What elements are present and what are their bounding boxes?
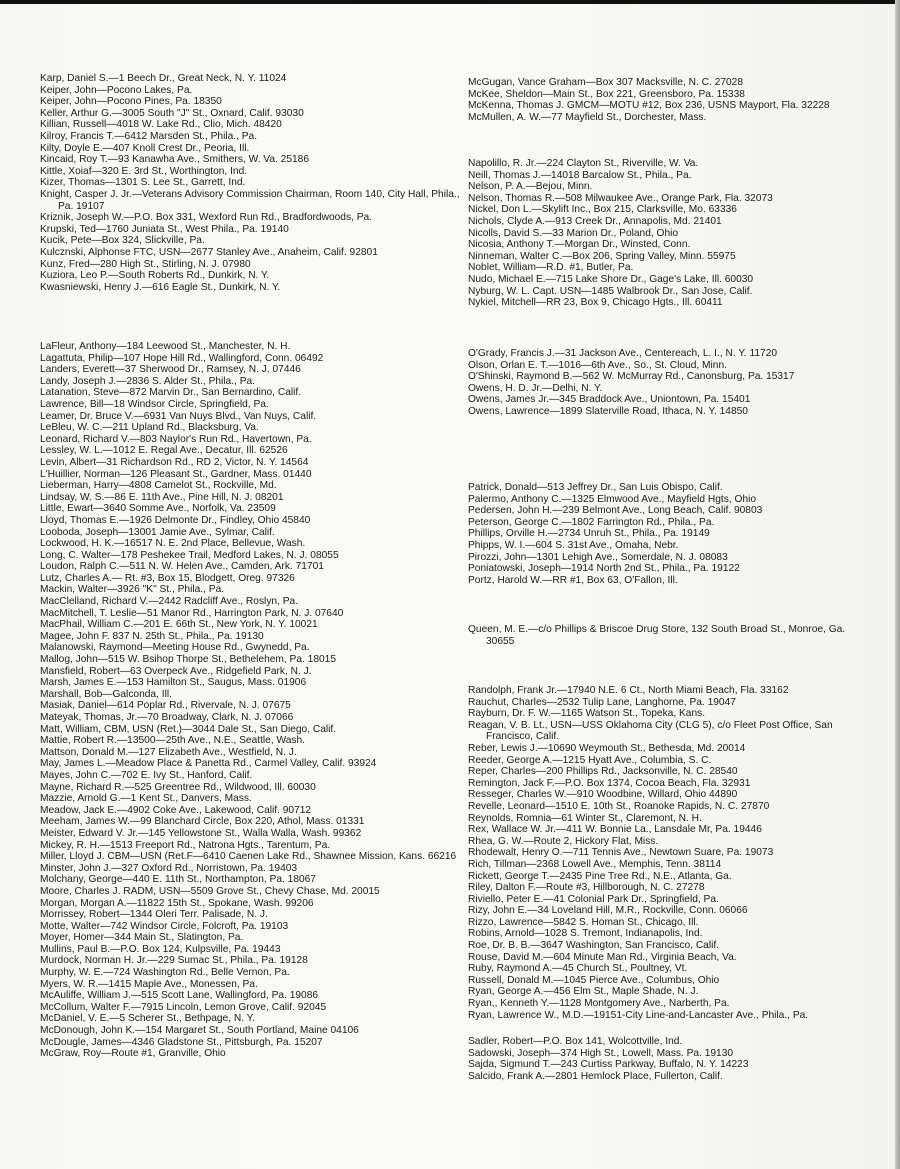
directory-entry: Levin, Albert—31 Richardson Rd., RD 2, Victor, N. Y. 14564	[40, 456, 309, 468]
directory-entry: Murphy, W. E.—724 Washington Rd., Belle Vernon, Pa.	[40, 967, 290, 979]
directory-entry: McKee, Sheldon—Main St., Box 221, Greensboro, Pa. 15338	[468, 88, 745, 100]
directory-entry: Peterson, George C.—1802 Farrington Rd., Phila., Pa.	[468, 516, 715, 528]
directory-entry: Myers, W. R.—1415 Maple Ave., Monessen, Pa.	[40, 978, 258, 990]
directory-entry: Moore, Charles J. RADM, USN—5509 Grove St., Chevy Chase, Md. 20015	[40, 885, 380, 897]
directory-entry: Ryan, Lawrence W., M.D.—19151-City Line-and-Lancaster Ave., Phila., Pa.	[468, 1009, 809, 1021]
directory-entry: Mazzie, Arnold G.—1 Kent St., Danvers, Mass.	[40, 793, 252, 805]
directory-entry: Kuziora, Leo P.—South Roberts Rd., Dunkirk, N. Y.	[40, 270, 270, 282]
directory-entry: Roe, Dr. B. B.—3647 Washington, San Francisco, Calif.	[468, 940, 720, 952]
directory-entry: Mayes, John C.—702 E. Ivy St., Hanford, Calif.	[40, 769, 253, 781]
directory-entry: Landy, Joseph J.—2836 S. Alder St., Phila., Pa.	[40, 375, 256, 387]
directory-entry: Noblet, William—R.D. #1, Butler, Pa.	[468, 262, 634, 274]
directory-block-r	[468, 685, 868, 1021]
directory-entry: Sadowski, Joseph—374 High St., Lowell, Mass. Pa. 19130	[468, 1047, 734, 1059]
directory-entry: Napolillo, R. Jr.—224 Clayton St., Riverville, W. Va.	[468, 158, 699, 169]
directory-entry: Rauchut, Charles—2532 Tulip Lane, Langhorne, Pa. 19047	[468, 696, 736, 708]
directory-block-mc	[468, 77, 868, 123]
directory-entry: Ruby, Raymond A.—45 Church St., Poultney, Vt.	[468, 963, 688, 975]
directory-entry: Resseger, Charles W.—910 Woodbine, Willard, Ohio 44890	[468, 789, 738, 801]
directory-entry: Nelson, Thomas R.—508 Milwaukee Ave., Orange Park, Fla. 32073	[468, 192, 773, 204]
directory-entry: Keiper, John—Pocono Pines, Pa. 18350	[40, 96, 222, 108]
directory-block-s	[468, 1036, 868, 1082]
directory-entry: L'Huillier, Norman—126 Pleasant St., Gardner, Mass. 01440	[40, 468, 312, 480]
directory-entry: McDougle, James—4346 Gladstone St., Pittsburgh, Pa. 15207	[40, 1036, 323, 1048]
directory-entry: Marshall, Bob—Galconda, Ill.	[40, 688, 172, 700]
directory-entry: Queen, M. E.—c/o Phillips & Briscoe Drug Store, 132 South Broad St., Monroe, Ga. 30655	[468, 624, 846, 647]
directory-entry: LaFleur, Anthony—184 Leewood St., Manchester, N. H.	[40, 341, 291, 352]
directory-entry: MacPhail, William C.—201 E. 66th St., New York, N. Y. 10021	[40, 619, 318, 631]
directory-entry: Lagattuta, Philip—107 Hope Hill Rd., Wallingford, Conn. 06492	[40, 352, 324, 364]
directory-entry: Mallog, John—515 W. Bsihop Thorpe St., Bethelehem, Pa. 18015	[40, 654, 336, 666]
directory-entry: Meeham, James W.—99 Blanchard Circle, Box 220, Athol, Mass. 01331	[40, 816, 365, 828]
directory-entry: Reber, Lewis J.—10690 Weymouth St., Bethesda, Md. 20014	[468, 742, 746, 754]
directory-entry: Nelson, P. A.—Bejou, Minn.	[468, 181, 593, 193]
directory-entry: Reagan, V. B. Lt., USN—USS Oklahoma City (CLG 5), c/o Fleet Post Office, San Francisco, Calif.	[468, 719, 833, 743]
directory-entry: Nyburg, W. L. Capt. USN—1485 Walbrook Dr., San Jose, Calif.	[468, 285, 753, 297]
directory-entry: Rizy, John E.—34 Loveland Hill, M.R., Rockville, Conn. 06066	[468, 905, 748, 917]
directory-entry: Mattson, Donald M.—127 Elizabeth Ave., Westfield, N. J.	[40, 746, 297, 758]
directory-entry: Kittle, Xoiaf—320 E. 3rd St., Worthington, Ind.	[40, 165, 248, 177]
directory-entry: Kwasniewski, Henry J.—616 Eagle St., Dunkirk, N. Y.	[40, 281, 281, 293]
directory-block-k	[40, 73, 460, 293]
page-binding-edge	[895, 0, 900, 1169]
directory-entry: Patrick, Donald—513 Jeffrey Dr., San Luis Obispo, Calif.	[468, 482, 723, 493]
directory-entry: Loudon, Ralph C.—511 N. W. Helen Ave., Camden, Ark. 71701	[40, 561, 324, 573]
directory-entry: Mackin, Walter—3926 "K" St., Phila., Pa.	[40, 584, 225, 596]
directory-block-l-m	[40, 341, 460, 1060]
directory-entry: McAuliffe, William J.—515 Scott Lane, Wallingford, Pa. 19086	[40, 990, 319, 1002]
directory-entry: Nykiel, Mitchell—RR 23, Box 9, Chicago Hgts., Ill. 60411	[468, 297, 723, 309]
directory-entry: Looboda, Joseph—13001 Jamie Ave., Sylmar, Calif.	[40, 526, 275, 538]
directory-entry: Leamer, Dr. Bruce V.—6931 Van Nuys Blvd., Van Nuys, Calif.	[40, 410, 317, 422]
directory-entry: Mayne, Richard R.—525 Greentree Rd., Wildwood, Ill. 60030	[40, 781, 316, 793]
directory-entry: Kizer, Thomas—1301 S. Lee St., Garrett, Ind.	[40, 177, 246, 189]
directory-entry: Mullins, Paul B.—P.O. Box 124, Kulpsville, Pa. 19443	[40, 943, 281, 955]
directory-entry: Pirozzi, John—1301 Lehigh Ave., Somerdale, N. J. 08083	[468, 551, 728, 563]
directory-entry: Morrissey, Robert—1344 Oleri Terr. Palisade, N. J.	[40, 909, 268, 921]
directory-entry: Lockwood, H. K.—16517 N. E. 2nd Place, Bellevue, Wash.	[40, 538, 306, 550]
directory-entry: Knight, Casper J. Jr.—Veterans Advisory Commission Chairman, Room 140, City Hall, Phila., Pa. 19107	[40, 188, 460, 212]
directory-entry: Kincaid, Roy T.—93 Kanawha Ave., Smithers, W. Va. 25186	[40, 154, 309, 166]
directory-entry: McDaniel, V. E.—5 Scherer St., Bethpage, N. Y.	[40, 1013, 255, 1025]
directory-entry: Sadler, Robert—P.O. Box 141, Wolcottville, Ind.	[468, 1036, 683, 1047]
directory-entry: Phipps, W. I.—604 S. 31st Ave., Omaha, Nebr.	[468, 539, 679, 551]
directory-entry: Rouse, David M.—604 Minute Man Rd., Virginia Beach, Va.	[468, 951, 737, 963]
directory-entry: Mansfield, Robert—63 Overpeck Ave., Ridgefield Park, N. J.	[40, 665, 312, 677]
directory-block-n	[468, 158, 868, 309]
directory-entry: Phillips, Orville H.—2734 Unruh St., Phila., Pa. 19149	[468, 528, 710, 540]
directory-entry: Ryan,, Kenneth Y.—1128 Montgomery Ave., Narberth, Pa.	[468, 998, 730, 1010]
directory-entry: Matt, William, CBM, USN (Ret.)—3044 Dale St., San Diego, Calif.	[40, 723, 337, 735]
directory-block-q	[468, 624, 868, 647]
directory-entry: Rich, Tillman—2368 Lowell Ave., Memphis, Tenn. 38114	[468, 858, 722, 870]
directory-entry: McKenna, Thomas J. GMCM—MOTU #12, Box 236, USNS Mayport, Fla. 32228	[468, 100, 830, 112]
directory-entry: MacClelland, Richard V.—2442 Radcliff Ave., Roslyn, Pa.	[40, 596, 299, 608]
directory-entry: Long, C. Walter—178 Peshekee Trail, Medford Lakes, N. J. 08055	[40, 549, 339, 561]
directory-block-p	[468, 482, 868, 586]
directory-entry: McGugan, Vance Graham—Box 307 Macksville, N. C. 27028	[468, 77, 743, 88]
directory-entry: Magee, John F. 837 N. 25th St., Phila., Pa. 19130	[40, 630, 264, 642]
directory-entry: Nickel, Don L.—Skylift Inc., Box 215, Clarksville, Mo. 63336	[468, 204, 737, 216]
directory-entry: Kunz, Fred—280 High St., Stirling, N. J. 07980	[40, 258, 251, 270]
directory-entry: Murdock, Norman H. Jr.—229 Sumac St., Phila., Pa. 19128	[40, 955, 308, 967]
directory-entry: Morgan, Morgan A.—11822 15th St., Spokane, Wash. 99206	[40, 897, 314, 909]
directory-entry: Kulcznski, Alphonse FTC, USN—2677 Stanley Ave., Anaheim, Calif. 92801	[40, 246, 378, 258]
directory-entry: Kucik, Pete—Box 324, Slickville, Pa.	[40, 235, 205, 247]
directory-entry: Olson, Orlan E. T.—1016—6th Ave., So., St. Cloud, Minn.	[468, 359, 727, 371]
directory-entry: McGraw, Roy—Route #1, Granville, Ohio	[40, 1048, 226, 1060]
directory-entry: Nicosia, Anthony T.—Morgan Dr., Winsted, Conn.	[468, 239, 691, 251]
directory-entry: Kriznik, Joseph W.—P.O. Box 331, Wexford Run Rd., Bradfordwoods, Pa.	[40, 212, 373, 224]
directory-entry: Reeder, George A.—1215 Hyatt Ave., Columbia, S. C.	[468, 754, 712, 766]
directory-entry: Killian, Russell—4018 W. Lake Rd., Clio, Mich. 48420	[40, 119, 282, 131]
directory-entry: Latanation, Steve—872 Marvin Dr., San Bernardino, Calif.	[40, 387, 302, 399]
directory-entry: May, James L.—Meadow Place & Panetta Rd., Carmel Valley, Calif. 93924	[40, 758, 377, 770]
directory-entry: Nudo, Michael E.—715 Lake Shore Dr., Gage's Lake, Ill. 60030	[468, 273, 754, 285]
directory-entry: Owens, James Jr.—345 Braddock Ave., Uniontown, Pa. 15401	[468, 394, 751, 406]
directory-entry: Revelle, Leonard—1510 E. 10th St., Roanoke Rapids, N. C. 27870	[468, 800, 770, 812]
directory-entry: Lutz, Charles A.— Rt. #3, Box 15, Blodgett, Oreg. 97326	[40, 572, 295, 584]
directory-entry: Remington, Jack F.—P.O. Box 1374, Cocoa Beach, Fla. 32931	[468, 777, 751, 789]
directory-entry: Randolph, Frank Jr.—17940 N.E. 6 Ct., North Miami Beach, Fla. 33162	[468, 685, 789, 696]
directory-entry: Motte, Walter—742 Windsor Circle, Folcroft, Pa. 19103	[40, 920, 289, 932]
directory-entry: Portz, Harold W.—RR #1, Box 63, O'Fallon, Ill.	[468, 574, 678, 586]
directory-entry: Salcido, Frank A.—2801 Hemlock Place, Fullerton, Calif.	[468, 1070, 723, 1082]
directory-entry: Lessley, W. L.—1012 E. Regal Ave., Decatur, Ill. 62526	[40, 445, 288, 457]
directory-entry: Riley, Dalton F.—Route #3, Hillborough, N. C. 27278	[468, 882, 705, 894]
directory-entry: Marsh, James E.—153 Hamilton St., Saugus, Mass. 01906	[40, 677, 307, 689]
directory-entry: Minster, John J.—327 Oxford Rd., Norristown, Pa. 19403	[40, 862, 298, 874]
top-edge	[0, 0, 900, 4]
directory-entry: Malanowski, Raymond—Meeting House Rd., Gwynedd, Pa.	[40, 642, 310, 654]
directory-entry: Little, Ewart—3640 Somme Ave., Norfolk, Va. 23509	[40, 503, 276, 515]
directory-entry: Moyer, Homer—344 Main St., Slatington, Pa.	[40, 932, 244, 944]
directory-entry: Molchany, George—440 E. 11th St., Northampton, Pa. 18067	[40, 874, 316, 886]
directory-entry: Keiper, John—Pocono Lakes, Pa.	[40, 84, 193, 96]
directory-entry: Lindsay, W. S.—86 E. 11th Ave., Pine Hill, N. J. 08201	[40, 491, 284, 503]
directory-entry: Meister, Edward V. Jr.—145 Yellowstone St., Walla Walla, Wash. 99362	[40, 827, 362, 839]
directory-entry: Karp, Daniel S.—1 Beech Dr., Great Neck, N. Y. 11024	[40, 73, 287, 84]
directory-entry: Rhodewalt, Henry O.—711 Tennis Ave., Newtown Suare, Pa. 19073	[468, 847, 774, 859]
directory-entry: Krupski, Ted—1760 Juniata St., West Phila., Pa. 19140	[40, 223, 289, 235]
directory-entry: Palermo, Anthony C.—1325 Elmwood Ave., Mayfield Hgts, Ohio	[468, 493, 757, 505]
directory-entry: Ryan, George A.—456 Elm St., Maple Shade, N. J.	[468, 986, 699, 998]
directory-entry: Lieberman, Harry—4808 Camelot St., Rockville, Md.	[40, 480, 277, 492]
directory-entry: Kilty, Doyle E.—407 Knoll Crest Dr., Peoria, Ill.	[40, 142, 250, 154]
directory-entry: Mateyak, Thomas, Jr.—70 Broadway, Clark, N. J. 07066	[40, 712, 294, 723]
directory-entry: Meadow, Jack E.—4902 Coke Ave., Lakewood, Calif. 90712	[40, 804, 312, 816]
directory-entry: Reper, Charles—200 Phillips Rd., Jacksonville, N. C. 28540	[468, 766, 738, 778]
directory-entry: Nichols, Clyde A.—913 Creek Dr., Annapolis, Md. 21401	[468, 215, 722, 227]
directory-entry: McCollum, Walter F.—7915 Lincoln, Lemon Grove, Calif. 92045	[40, 1001, 327, 1013]
directory-entry: Mickey, R. H.—1513 Freeport Rd., Natrona Hgts., Tarentum, Pa.	[40, 839, 331, 851]
directory-entry: Lawrence, Bill—18 Windsor Circle, Springfield, Pa.	[40, 398, 269, 410]
directory-entry: LeBleu, W. C.—211 Upland Rd., Blacksburg, Va.	[40, 422, 259, 434]
directory-entry: Rhea, G. W.—Route 2, Hickory Flat, Miss.	[468, 835, 659, 847]
directory-entry: McDonough, John K.—154 Margaret St., South Portland, Maine 04106	[40, 1025, 359, 1037]
directory-entry: Rex, Wallace W. Jr.—411 W. Bonnie La., Lansdale Mr, Pa. 19446	[468, 824, 762, 836]
directory-entry: Rizzo, Lawrence—5842 S. Homan St., Chicago, Ill.	[468, 916, 699, 928]
directory-entry: Mattie, Robert R.—13500—25th Ave., N.E., Seattle, Wash.	[40, 735, 306, 747]
directory-entry: O'Shinski, Raymond B.—562 W. McMurray Rd., Canonsburg, Pa. 15317	[468, 371, 795, 383]
directory-entry: Sajda, Sigmund T.—243 Curtiss Parkway, Buffalo, N. Y. 14223	[468, 1059, 749, 1071]
directory-entry: Leonard, Richard V.—803 Naylor's Run Rd., Havertown, Pa.	[40, 433, 312, 445]
directory-entry: Riviello, Peter E.—41 Colonial Park Dr., Springfield, Pa.	[468, 893, 719, 905]
directory-entry: Pedersen, John H.—239 Belmont Ave., Long Beach, Calif. 90803	[468, 505, 763, 517]
directory-entry: Miller, Lloyd J. CBM—USN (Ret.F—6410 Caenen Lake Rd., Shawnee Mission, Kans. 66216	[40, 851, 457, 863]
directory-entry: MacMitchell, T. Leslie—51 Manor Rd., Harrington Park, N. J. 07640	[40, 607, 344, 619]
directory-entry: Rayburn, Dr. F. W.—1165 Watson St., Topeka, Kans.	[468, 708, 706, 720]
directory-entry: O'Grady, Francis J.—31 Jackson Ave., Centereach, L. I., N. Y. 11720	[468, 348, 778, 359]
directory-entry: Robins, Arnold—1028 S. Tremont, Indianapolis, Ind.	[468, 928, 703, 940]
directory-entry: Rickett, George T.—2435 Pine Tree Rd., N.E., Atlanta, Ga.	[468, 870, 732, 882]
directory-entry: Russell, Donald M.—1045 Pierce Ave., Columbus, Ohio	[468, 974, 720, 986]
directory-entry: Keller, Arthur G.—3005 South "J" St., Oxnard, Calif. 93030	[40, 107, 304, 119]
directory-entry: Nicolls, David S.—33 Marion Dr., Poland, Ohio	[468, 227, 679, 239]
directory-block-o	[468, 348, 868, 418]
directory-entry: Ninneman, Walter C.—Box 206, Spring Valley, Minn. 55975	[468, 250, 736, 262]
directory-entry: Masiak, Daniel—614 Poplar Rd., Rivervale, N. J. 07675	[40, 700, 291, 712]
directory-entry: Landers, Everett—37 Sherwood Dr., Ramsey, N. J. 07446	[40, 364, 301, 376]
directory-entry: McMullen, A. W.—77 Mayfield St., Dorchester, Mass.	[468, 111, 707, 123]
directory-entry: Kilroy, Francis T.—6412 Marsden St., Phila., Pa.	[40, 130, 258, 142]
directory-entry: Neill, Thomas J.—14018 Barcalow St., Phila., Pa.	[468, 169, 692, 181]
directory-entry: Owens, Lawrence—1899 Slaterville Road, Ithaca, N. Y. 14850	[468, 405, 748, 417]
directory-entry: Lloyd, Thomas E.—1926 Delmonte Dr., Findley, Ohio 45840	[40, 514, 311, 526]
directory-entry: Poniatowski, Joseph—1914 North 2nd St., Phila., Pa. 19122	[468, 563, 740, 575]
directory-entry: Reynolds, Romnia—61 Winter St., Claremont, N. H.	[468, 812, 702, 824]
directory-entry: Owens, H. D. Jr.—Delhi, N. Y.	[468, 382, 603, 394]
